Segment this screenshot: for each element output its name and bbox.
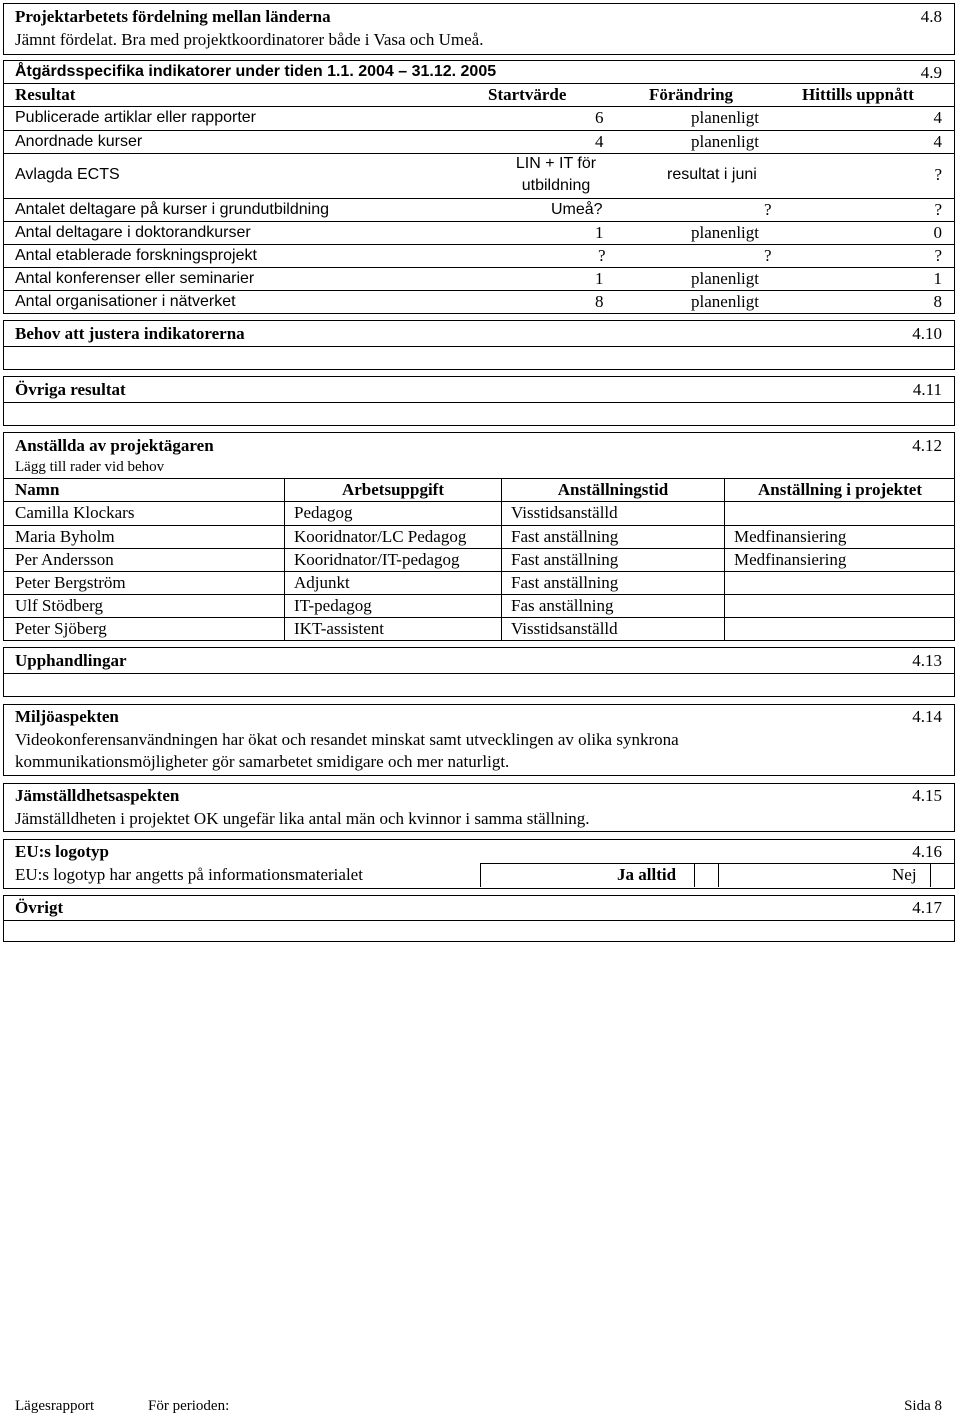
section-4-9 [3,60,955,314]
footer-period: För perioden: [148,1398,230,1414]
section-text-line1: Videokonferensanvändningen har ökat och resandet minskat samt utvecklingen av olika synkrona [15,730,679,749]
col-header-startvarde: Startvärde [488,85,567,104]
table-row [4,222,954,244]
cell: Fast anställning [511,573,619,592]
divider [4,673,954,674]
cell: planenligt [691,108,759,127]
table-row [4,502,954,525]
cell: Antal etablerade forskningsprojekt [15,247,257,264]
footer-page: Sida 8 [904,1398,942,1414]
cell: 4 [933,108,942,127]
table-row [4,291,954,313]
divider [4,402,954,403]
cell: 8 [595,292,604,311]
cell: LIN + IT för [515,155,597,172]
cell: ? [934,165,942,184]
cell: 4 [595,132,604,151]
footer-left: Lägesrapport [15,1398,95,1414]
checkbox-yes[interactable] [695,864,718,887]
cell: Camilla Klockars [15,503,135,522]
divider [4,478,954,479]
section-title: Övrigt [15,898,64,917]
cell: Visstidsanställd [511,619,618,638]
section-number: 4.14 [912,707,942,726]
cell: Per Andersson [15,550,114,569]
cell: 4 [933,132,942,151]
cell: Fast anställning [511,550,619,569]
section-note: Lägg till rader vid behov [15,459,165,475]
cell: Antal konferenser eller seminarier [15,270,255,287]
section-number: 4.10 [912,324,942,343]
option-yes-label: Ja alltid [617,865,677,884]
cell: 8 [933,292,942,311]
cell: Adjunkt [294,573,350,592]
cell: planenligt [691,132,759,151]
cell: utbildning [521,177,591,194]
cell: Peter Bergström [15,573,126,592]
section-title: Åtgärdsspecifika indikatorer under tiden 1.1. 2004 – 31.12. 2005 [15,63,497,80]
cell: planenligt [691,269,759,288]
option-no-label: Nej [892,865,917,884]
col-header-anstallning-projekt: Anställning i projektet [757,480,923,499]
cell: Fas anställning [511,596,614,615]
section-title: Behov att justera indikatorerna [15,324,245,343]
section-4-11 [3,376,955,426]
section-title: Miljöaspekten [15,707,119,726]
section-number: 4.12 [912,436,942,455]
cell: 6 [595,108,604,127]
cell: Medfinansiering [734,527,847,546]
table-row [4,245,954,267]
section-text: EU:s logotyp har angetts på informationsmaterialet [15,865,363,884]
table-row [4,131,954,153]
cell: Kooridnator/LC Pedagog [294,527,467,546]
section-number: 4.8 [920,7,942,26]
cell: planenligt [691,223,759,242]
cell: IKT-assistent [294,619,385,638]
cell: Peter Sjöberg [15,619,107,638]
section-text: Jämställdheten i projektet OK ungefär lika antal män och kvinnor i samma ställning. [15,809,590,828]
table-row [4,107,954,130]
cell: Publicerade artiklar eller rapporter [15,109,256,126]
divider [480,863,481,887]
col-header-anstallningstid: Anställningstid [557,480,669,499]
section-title: Jämställdhetsaspekten [15,786,180,805]
section-4-14 [3,704,955,776]
cell: Visstidsanställd [511,503,618,522]
section-number: 4.17 [912,898,942,917]
section-4-13 [3,647,955,697]
cell: Fast anställning [511,527,619,546]
section-number: 4.16 [912,842,942,861]
divider [718,863,719,887]
cell: ? [598,246,606,265]
cell: ? [934,246,942,265]
cell: Avlagda ECTS [15,166,120,183]
cell: Maria Byholm [15,527,115,546]
col-header-namn: Namn [15,480,60,499]
section-text: Jämnt fördelat. Bra med projektkoordinatorer både i Vasa och Umeå. [15,30,484,49]
table-row [4,199,954,221]
section-4-16 [3,839,955,889]
cell: resultat i juni [667,166,757,183]
section-4-12 [3,432,955,641]
table-row [4,595,954,618]
cell: IT-pedagog [294,596,372,615]
section-title: Projektarbetets fördelning mellan länderna [15,7,331,26]
divider [4,83,954,84]
col-header-forandring: Förändring [649,85,734,104]
col-header-resultat: Resultat [15,85,76,104]
col-header-arbetsuppgift: Arbetsuppgift [341,480,444,499]
cell: Umeå? [551,201,603,218]
section-4-10 [3,320,955,370]
section-4-8 [3,3,955,55]
cell: Medfinansiering [734,550,847,569]
cell: 1 [595,269,604,288]
section-title: EU:s logotyp [15,842,109,861]
section-number: 4.13 [912,651,942,670]
cell: Antalet deltagare på kurser i grundutbildning [15,201,329,218]
section-number: 4.15 [912,786,942,805]
cell: ? [764,246,772,265]
cell: Anordnade kurser [15,133,143,150]
section-title: Övriga resultat [15,380,126,399]
section-title: Anställda av projektägaren [15,436,214,455]
divider [4,346,954,347]
table-row [4,154,954,198]
cell: Ulf Stödberg [15,596,103,615]
divider [4,920,954,921]
table-row [4,549,954,572]
table-row [4,268,954,290]
cell: Pedagog [294,503,353,522]
section-number: 4.11 [912,380,942,399]
table-row [4,618,954,641]
cell: 0 [933,223,942,242]
col-header-hittills: Hittills uppnått [802,85,914,104]
cell: Antal deltagare i doktorandkurser [15,224,251,241]
cell: ? [764,200,772,219]
cell: Antal organisationer i nätverket [15,293,236,310]
cell: 1 [595,223,604,242]
table-row [4,572,954,595]
checkbox-no[interactable] [931,864,954,887]
section-4-15 [3,783,955,832]
section-4-17 [3,895,955,942]
table-row [4,526,954,549]
cell: 1 [933,269,942,288]
cell: ? [934,200,942,219]
section-number: 4.9 [920,63,942,82]
section-text-line2: kommunikationsmöjligheter gör samarbetet smidigare och mer naturligt. [15,752,510,771]
cell: Kooridnator/IT-pedagog [294,550,460,569]
cell: planenligt [691,292,759,311]
section-title: Upphandlingar [15,651,127,670]
